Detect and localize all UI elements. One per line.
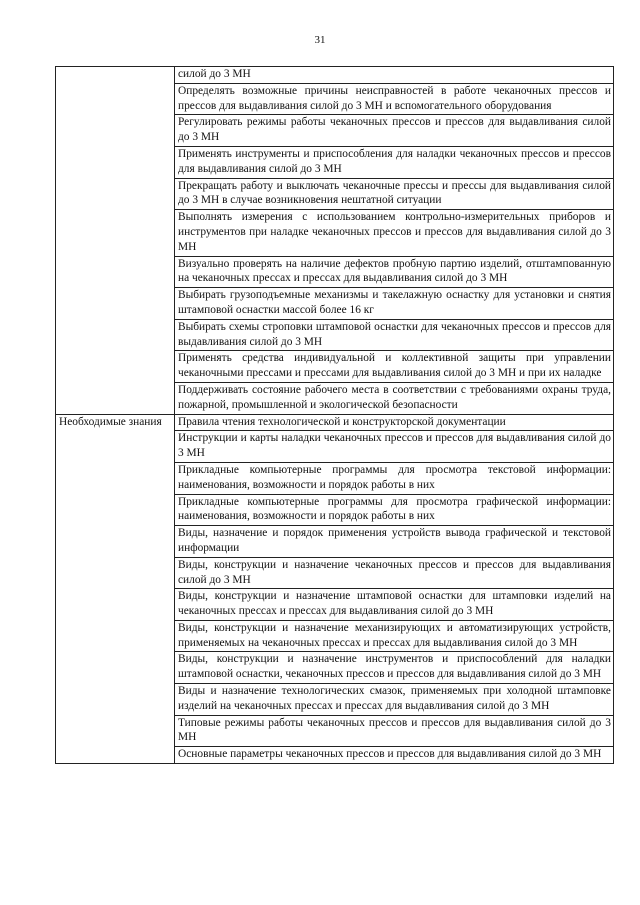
- knowledge-item: Виды, конструкции и назначение штамповой оснастки для штамповки изделий на чеканочных прессах и прессах для выдавливания силой до 3 МН: [175, 589, 614, 621]
- skill-item: Выбирать схемы строповки штамповой оснастки для чеканочных прессов и прессов для выдавливания силой до 3 МН: [175, 319, 614, 351]
- skill-item: Выполнять измерения с использованием контрольно-измерительных приборов и инструментов при наладке чеканочных прессов и прессов для выдавливания силой до 3 МН: [175, 210, 614, 256]
- skill-item: Применять средства индивидуальной и коллективной защиты при управлении чеканочными прессами и прессами для выдавливания силой до 3 МН и при их наладке: [175, 351, 614, 383]
- skill-item: Поддерживать состояние рабочего места в соответствии с требованиями охраны труда, пожарной, промышленной и экологической безопасности: [175, 382, 614, 414]
- knowledge-item: Прикладные компьютерные программы для просмотра текстовой информации: наименования, возможности и порядок работы в них: [175, 462, 614, 494]
- skill-item: Выбирать грузоподъемные механизмы и такелажную оснастку для установки и снятия штамповой оснастки массой более 16 кг: [175, 288, 614, 320]
- knowledge-item: Основные параметры чеканочных прессов и прессов для выдавливания силой до 3 МН: [175, 747, 614, 764]
- knowledge-item: Виды, назначение и порядок применения устройств вывода графической и текстовой информации: [175, 526, 614, 558]
- skill-item: Регулировать режимы работы чеканочных прессов и прессов для выдавливания силой до 3 МН: [175, 115, 614, 147]
- table-row: [56, 67, 614, 84]
- table-row: [56, 414, 614, 431]
- knowledge-item: Правила чтения технологической и конструкторской документации: [175, 414, 614, 431]
- skill-item: Применять инструменты и приспособления для наладки чеканочных прессов и прессов для выдавливания силой до 3 МН: [175, 146, 614, 178]
- skill-item: Прекращать работу и выключать чеканочные прессы и прессы для выдавливания силой до 3 МН в случае возникновения нештатной ситуации: [175, 178, 614, 210]
- knowledge-item: Прикладные компьютерные программы для просмотра графической информации: наименования, возможности и порядок работы в них: [175, 494, 614, 526]
- knowledge-item: Типовые режимы работы чеканочных прессов и прессов для выдавливания силой до 3 МН: [175, 715, 614, 747]
- knowledge-item: Виды, конструкции и назначение чеканочных прессов и прессов для выдавливания силой до 3 МН: [175, 557, 614, 589]
- knowledge-label-cell: Необходимые знания: [56, 414, 175, 764]
- knowledge-item: Инструкции и карты наладки чеканочных прессов и прессов для выдавливания силой до 3 МН: [175, 431, 614, 463]
- requirements-table: [55, 66, 614, 764]
- skills-label-cell: [56, 67, 175, 415]
- skill-item: Определять возможные причины неисправностей в работе чеканочных прессов и прессов для выдавливания силой до 3 МН и вспомогательного оборудования: [175, 83, 614, 115]
- knowledge-item: Виды, конструкции и назначение инструментов и приспособлений для наладки штамповой оснастки, чеканочных прессов и прессов для выдавливания силой до 3 МН: [175, 652, 614, 684]
- skill-item: силой до 3 МН: [175, 67, 614, 84]
- page-number: 31: [314, 34, 326, 46]
- knowledge-item: Виды и назначение технологических смазок, применяемых при холодной штамповке изделий на чеканочных прессах и прессах для выдавливания силой до 3 МН: [175, 684, 614, 716]
- knowledge-item: Виды, конструкции и назначение механизирующих и автоматизирующих устройств, применяемых на чеканочных прессах и прессах для выдавливания силой до 3 МН: [175, 620, 614, 652]
- skill-item: Визуально проверять на наличие дефектов пробную партию изделий, отштампованную на чеканочных прессах и прессах для выдавливания силой до 3 МН: [175, 256, 614, 288]
